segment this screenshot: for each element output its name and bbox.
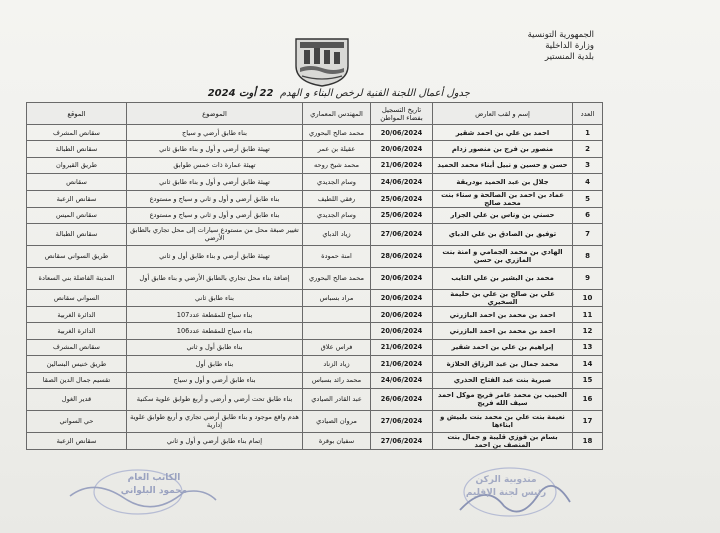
applicant-name-cell: الحبيب بن محمد عامر فريج موكل احمد سيف الله فريج <box>433 388 573 410</box>
row-num-cell: 2 <box>573 141 603 157</box>
table-row <box>27 432 603 449</box>
architect-cell: فراس علاق <box>303 339 371 355</box>
location-cell: قدير الغول <box>27 388 127 410</box>
municipality-emblem-icon <box>292 36 352 88</box>
table-row <box>27 306 603 322</box>
location-cell: السواني سقانص <box>27 289 127 306</box>
subject-cell: بناء طابق أرضي و أول و سياج <box>127 372 303 388</box>
subject-cell: إضافة بناء محل تجاري بالطابق الأرضي و بناء طابق أول <box>127 267 303 289</box>
location-cell: الدائرة الغربية <box>27 306 127 322</box>
applicant-name-cell: احمد بن محمد بن احمد البازرني <box>433 306 573 322</box>
architect-cell: مراد بسباس <box>303 289 371 306</box>
registration-date-cell: 20/06/2024 <box>371 267 433 289</box>
table-row <box>27 125 603 141</box>
registration-date-cell: 21/06/2024 <box>371 339 433 355</box>
table-row <box>27 157 603 173</box>
architect-cell: محمد صالح البحوري <box>303 125 371 141</box>
location-cell: حي السواني <box>27 410 127 432</box>
row-num-cell: 16 <box>573 388 603 410</box>
document-header <box>464 30 594 63</box>
applicant-name-cell: إبراهيم بن علي بن احمد شقير <box>433 339 573 355</box>
signature-committee-head <box>430 462 590 524</box>
applicant-name-cell: توفيق بن الصادق بن علي الدباي <box>433 223 573 245</box>
applicant-name-cell: احمد بن محمد بن احمد البازرني <box>433 323 573 339</box>
architect-cell: محمد شيخ روحه <box>303 157 371 173</box>
subject-cell: بناء طابق ثاني <box>127 289 303 306</box>
location-cell: سقانص الطبالة <box>27 223 127 245</box>
table-row <box>27 356 603 372</box>
registration-date-cell: 24/06/2024 <box>371 174 433 190</box>
registration-date-cell: 24/06/2024 <box>371 372 433 388</box>
subject-cell: تهيئة طابق أرضي و بناء طابق أول و ثاني <box>127 245 303 267</box>
subject-cell: بناء طابق تحت أرضي و أرضي و أربع طوابق علوية سكنية <box>127 388 303 410</box>
applicant-name-cell: صبرية بنت عبد الفتاح الحذري <box>433 372 573 388</box>
registration-date-cell: 20/06/2024 <box>371 289 433 306</box>
location-cell: المدينة الفاضلة بني السعادة <box>27 267 127 289</box>
row-num-cell: 14 <box>573 356 603 372</box>
signature-secretary-general <box>64 462 224 522</box>
table-row <box>27 207 603 223</box>
subject-cell: بناء طابق أول و ثاني <box>127 339 303 355</box>
architect-cell: محمد رائد بسباس <box>303 372 371 388</box>
location-cell: طريق السواني سقانص <box>27 245 127 267</box>
header-location: الموقع <box>27 103 127 125</box>
header-date: تاريخ التسجيل بفضاء المواطن <box>371 103 433 125</box>
architect-cell: عقيلة بن عمر <box>303 141 371 157</box>
location-cell: سقانص الزعبة <box>27 432 127 449</box>
table-row <box>27 190 603 207</box>
row-num-cell: 17 <box>573 410 603 432</box>
location-cell: سقانص المشرف <box>27 125 127 141</box>
header-line-municipality: بلدية المنستير <box>544 52 594 62</box>
registration-date-cell: 26/06/2024 <box>371 388 433 410</box>
architect-cell: وسام الجديدي <box>303 174 371 190</box>
signature-right-title: مندوبية الركن <box>475 475 537 485</box>
registration-date-cell: 28/06/2024 <box>371 245 433 267</box>
row-num-cell: 1 <box>573 125 603 141</box>
row-num-cell: 7 <box>573 223 603 245</box>
table-row <box>27 339 603 355</box>
table-row <box>27 410 603 432</box>
location-cell: طريق القيروان <box>27 157 127 173</box>
table-row <box>27 323 603 339</box>
architect-cell: رفقي اللطيف <box>303 190 371 207</box>
title-date: 22 أوت 2024 <box>207 88 274 99</box>
table-header-row <box>27 103 603 125</box>
registration-date-cell: 27/06/2024 <box>371 223 433 245</box>
applicant-name-cell: محمد جمال بن عبد الرزاق الحلازة <box>433 356 573 372</box>
architect-cell: زياد الزناد <box>303 356 371 372</box>
row-num-cell: 13 <box>573 339 603 355</box>
subject-cell: تهيئة طابق أرضي و أول و بناء طابق ثاني <box>127 141 303 157</box>
subject-cell: بناء طابق أرضي و أول و ثاني و سياج و مستودع <box>127 190 303 207</box>
row-num-cell: 6 <box>573 207 603 223</box>
row-num-cell: 18 <box>573 432 603 449</box>
applicant-name-cell: بسام بن فوزي قليبة و جمال بنت المنصف بن احمد <box>433 432 573 449</box>
registration-date-cell: 25/06/2024 <box>371 207 433 223</box>
registration-date-cell: 27/06/2024 <box>371 432 433 449</box>
applicant-name-cell: احمد بن علي بن احمد شقير <box>433 125 573 141</box>
architect-cell: محمد صالح البحوري <box>303 267 371 289</box>
table-row <box>27 388 603 410</box>
committee-agenda-table <box>26 102 603 450</box>
header-subject: الموضوع <box>127 103 303 125</box>
registration-date-cell: 20/06/2024 <box>371 323 433 339</box>
applicant-name-cell: منصور بن فرج بن منصور زدام <box>433 141 573 157</box>
applicant-name-cell: محمد بن البشير بن علي التايب <box>433 267 573 289</box>
architect-cell: زياد الدباي <box>303 223 371 245</box>
location-cell: الدائرة الغربية <box>27 323 127 339</box>
registration-date-cell: 21/06/2024 <box>371 356 433 372</box>
architect-cell: عبد القادر الصيادي <box>303 388 371 410</box>
subject-cell: إتمام بناء طابق أرضي و أول و ثاني <box>127 432 303 449</box>
applicant-name-cell: حسن و حسين و نبيل أبناء محمد الحميد <box>433 157 573 173</box>
location-cell: سقانص الطبالة <box>27 141 127 157</box>
table-row <box>27 245 603 267</box>
architect-cell: مروان الصيادي <box>303 410 371 432</box>
location-cell: طريق خنيس البسالين <box>27 356 127 372</box>
row-num-cell: 9 <box>573 267 603 289</box>
subject-cell: بناء طابق أرضي و أول و ثاني و سياج و مستودع <box>127 207 303 223</box>
applicant-name-cell: عماد بن احمد بن الصالحة و سناء بنت محمد صالح <box>433 190 573 207</box>
row-num-cell: 4 <box>573 174 603 190</box>
location-cell: سقانص <box>27 174 127 190</box>
registration-date-cell: 20/06/2024 <box>371 125 433 141</box>
registration-date-cell: 20/06/2024 <box>371 141 433 157</box>
registration-date-cell: 20/06/2024 <box>371 306 433 322</box>
applicant-name-cell: نعيمة بنت علي بن محمد بنت بلبيش و ابناءها <box>433 410 573 432</box>
registration-date-cell: 27/06/2024 <box>371 410 433 432</box>
table-row <box>27 289 603 306</box>
header-name: إسم و لقب العارض <box>433 103 573 125</box>
header-line-ministry: وزارة الداخلية <box>545 41 594 51</box>
header-num: العدد <box>573 103 603 125</box>
row-num-cell: 5 <box>573 190 603 207</box>
signature-left-name: محمود البلواني <box>120 486 188 496</box>
subject-cell: تهيئة طابق أرضي و أول و بناء طابق ثاني <box>127 174 303 190</box>
subject-cell: بناء طابق أول <box>127 356 303 372</box>
table-row <box>27 267 603 289</box>
row-num-cell: 8 <box>573 245 603 267</box>
signature-right-name: رئيس لجنة الإقليم <box>465 488 547 498</box>
architect-cell: امنة حمودة <box>303 245 371 267</box>
row-num-cell: 3 <box>573 157 603 173</box>
subject-cell: بناء سياج للمقطعة عدد107 <box>127 306 303 322</box>
architect-cell <box>303 306 371 322</box>
row-num-cell: 11 <box>573 306 603 322</box>
subject-cell: تغيير صبغة محل من مستودع سيارات إلى محل تجاري بالطابق الأرضي <box>127 223 303 245</box>
registration-date-cell: 25/06/2024 <box>371 190 433 207</box>
subject-cell: بناء طابق أرضي و سياج <box>127 125 303 141</box>
row-num-cell: 15 <box>573 372 603 388</box>
location-cell: سقانص الميس <box>27 207 127 223</box>
subject-cell: تهيئة عمارة ذات خمس طوابق <box>127 157 303 173</box>
applicant-name-cell: الهادي بن محمد الجمامي و امنة بنت المازري بن حسن <box>433 245 573 267</box>
document-title <box>207 88 470 99</box>
row-num-cell: 12 <box>573 323 603 339</box>
table-row <box>27 223 603 245</box>
architect-cell <box>303 323 371 339</box>
architect-cell: وسام الجديدي <box>303 207 371 223</box>
applicant-name-cell: حسني بن وناس بن علي الجزار <box>433 207 573 223</box>
location-cell: سقانص المشرف <box>27 339 127 355</box>
applicant-name-cell: جلال بن عبد الحميد بودريقة <box>433 174 573 190</box>
location-cell: سقانص الزعبة <box>27 190 127 207</box>
title-text: جدول أعمال اللجنة الفنية لرخص البناء و الهدم <box>279 88 470 99</box>
table-row <box>27 372 603 388</box>
table-row <box>27 141 603 157</box>
registration-date-cell: 21/06/2024 <box>371 157 433 173</box>
subject-cell: بناء سياج للمقطعة عدد106 <box>127 323 303 339</box>
header-line-republic: الجمهورية التونسية <box>527 30 594 40</box>
row-num-cell: 10 <box>573 289 603 306</box>
signature-left-title: الكاتب العام <box>127 473 181 483</box>
applicant-name-cell: علي بن صالح بن علي بن حليمة السخيري <box>433 289 573 306</box>
header-architect: المهندس المعماري <box>303 103 371 125</box>
location-cell: تقسيم جمال الدين الصقا <box>27 372 127 388</box>
table-row <box>27 174 603 190</box>
architect-cell: سفيان بوقرة <box>303 432 371 449</box>
subject-cell: هدم واقع موجود و بناء طابق أرضي تجاري و أربع طوابق علوية إدارية <box>127 410 303 432</box>
